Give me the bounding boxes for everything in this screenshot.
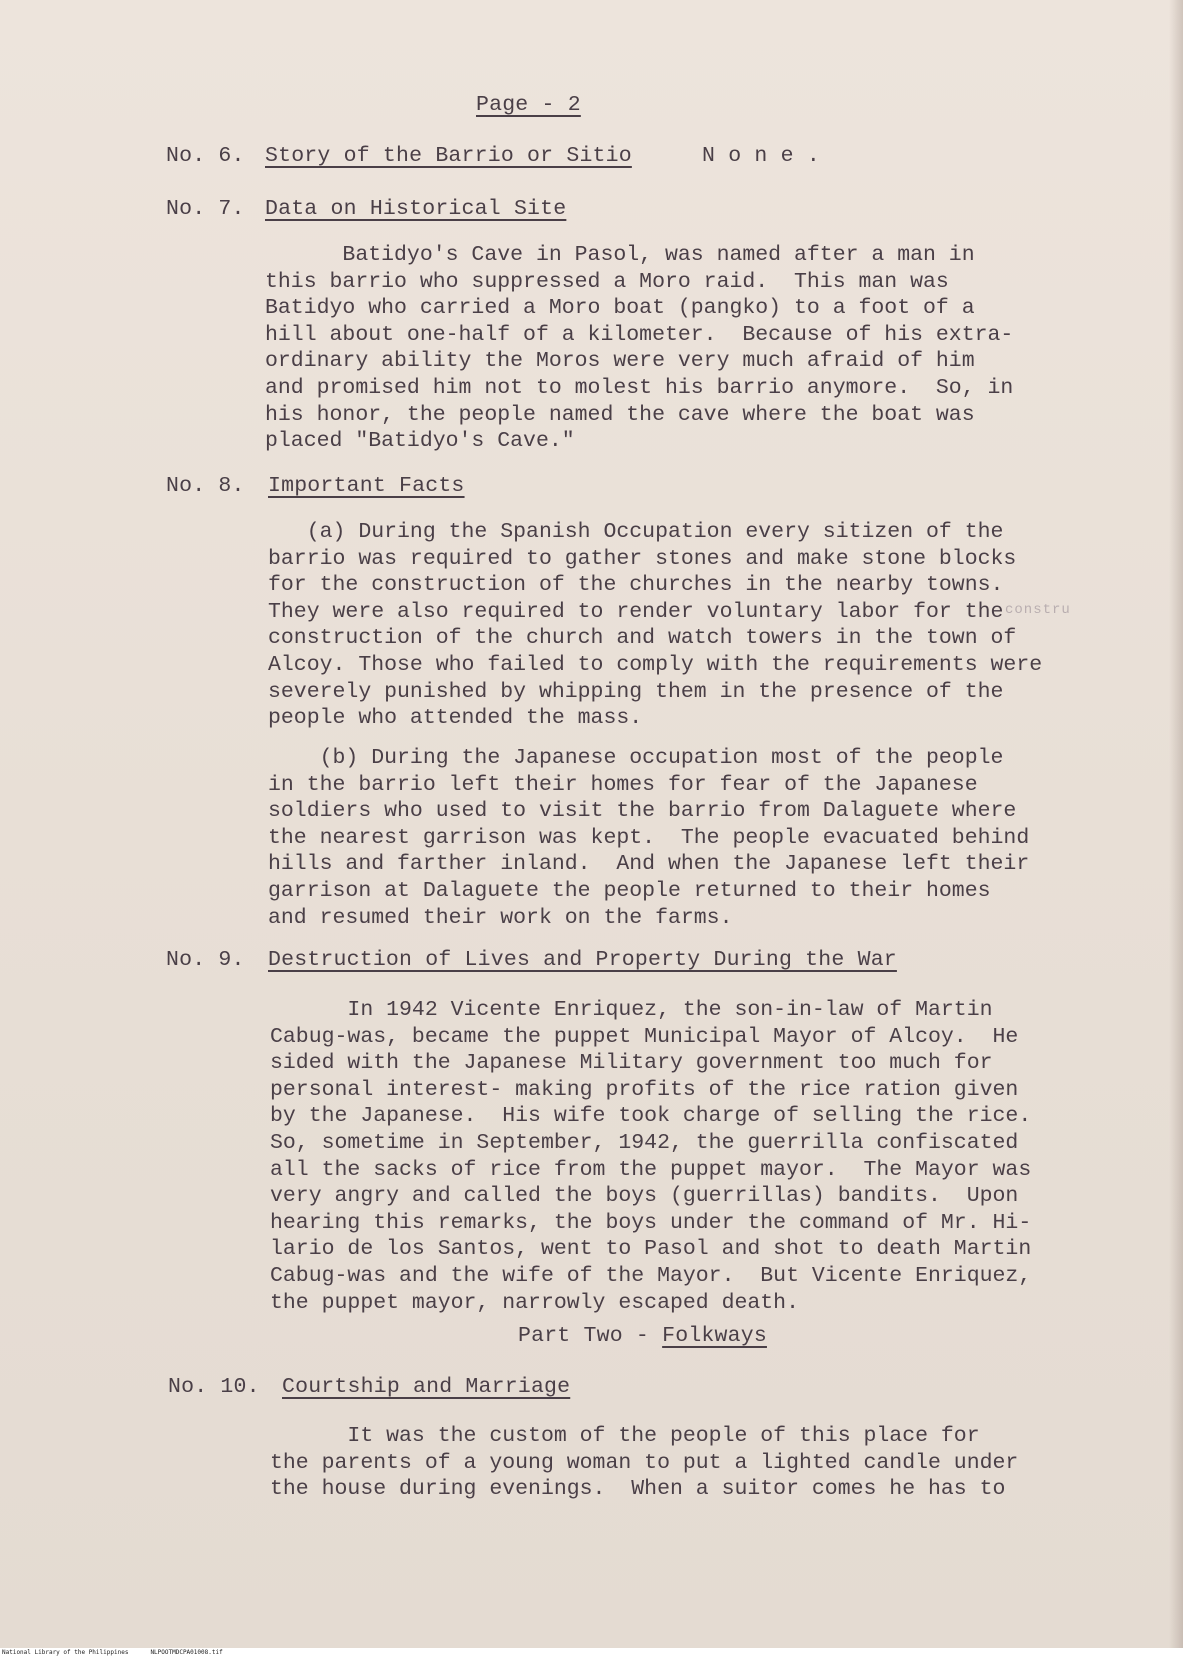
section-8a-line: severely punished by whipping them in the presence of the — [268, 679, 1004, 704]
section-8a-line: construction of the church and watch towers in the town of — [268, 626, 1017, 651]
section-8b-line: the nearest garrison was kept. The people evacuated behind — [268, 825, 1030, 850]
section-7-line: and promised him not to molest his barrio anymore. So, in — [265, 375, 1014, 400]
section-9-line: hearing this remarks, the boys under the command of Mr. Hi- — [270, 1210, 1032, 1235]
section-9-line: the puppet mayor, narrowly escaped death. — [270, 1290, 799, 1315]
section-7-line: ordinary ability the Moros were very much afraid of him — [265, 349, 975, 374]
section-9-number: No. 9. — [166, 948, 245, 972]
section-10-line: It was the custom of the people of this place for — [270, 1424, 980, 1448]
section-10-number: No. 10. — [168, 1375, 260, 1399]
section-9-line: So, sometime in September, 1942, the guerrilla confiscated — [270, 1130, 1019, 1155]
section-9-title: Destruction of Lives and Property During the War — [268, 948, 897, 972]
section-8-title: Important Facts — [268, 474, 465, 498]
faint-text: constru — [1005, 602, 1071, 618]
section-8a-line: barrio was required to gather stones and make stone blocks — [268, 546, 1017, 571]
part-two-prefix: Part Two - — [518, 1324, 663, 1348]
section-8a-line: (a) During the Spanish Occupation every sitizen of the — [268, 520, 1004, 544]
section-8-part-a — [268, 519, 1042, 732]
section-7-title: Data on Historical Site — [265, 197, 567, 221]
section-8b-line: in the barrio left their homes for fear of the Japanese — [268, 772, 978, 797]
section-7-number: No. 7. — [166, 197, 245, 221]
section-6-title: Story of the Barrio or Sitio — [265, 144, 632, 168]
section-9-line: Cabug-was, became the puppet Municipal Mayor of Alcoy. He — [270, 1024, 1019, 1049]
section-9-line: all the sacks of rice from the puppet mayor. The Mayor was — [270, 1157, 1032, 1182]
section-8b-line: hills and farther inland. And when the Japanese left their — [268, 852, 1030, 877]
section-8-number: No. 8. — [166, 474, 245, 498]
section-10-line: the parents of a young woman to put a lighted candle under — [270, 1450, 1019, 1475]
section-10-line: the house during evenings. When a suitor comes he has to — [270, 1477, 1006, 1502]
section-8a-line: for the construction of the churches in the nearby towns. — [268, 573, 1004, 598]
section-8a-line: They were also required to render voluntary labor for the — [268, 599, 1004, 624]
section-7-body — [265, 242, 1013, 455]
page-label: Page - 2 — [476, 93, 581, 117]
section-9-body — [270, 997, 1031, 1316]
section-9-line: by the Japanese. His wife took charge of selling the rice. — [270, 1104, 1032, 1129]
part-two-heading — [518, 1323, 767, 1350]
section-8a-line: Alcoy. Those who failed to comply with the requirements were — [268, 652, 1043, 677]
section-9-line: In 1942 Vicente Enriquez, the son-in-law of Martin — [270, 998, 993, 1022]
section-9-line: lario de los Santos, went to Pasol and shot to death Martin — [270, 1237, 1032, 1262]
section-7-line: Batidyo who carried a Moro boat (pangko) to a foot of a — [265, 296, 975, 321]
section-7-line: his honor, the people named the cave where the boat was — [265, 402, 975, 427]
section-7-line: this barrio who suppressed a Moro raid. This man was — [265, 269, 949, 294]
footer-filename: NLPOOTMDCPA01008.tif — [150, 1649, 223, 1656]
section-6-number: No. 6. — [166, 144, 245, 168]
footer-library: National Library of the Philippines — [2, 1649, 129, 1656]
section-9-line: personal interest- making profits of the rice ration given — [270, 1077, 1019, 1102]
scan-footer — [0, 1648, 1183, 1658]
section-9-line: sided with the Japanese Military government too much for — [270, 1051, 993, 1076]
section-7-line: Batidyo's Cave in Pasol, was named after a man in — [265, 243, 975, 267]
section-8b-line: soldiers who used to visit the barrio from Dalaguete where — [268, 799, 1017, 824]
section-8b-line: garrison at Dalaguete the people returned to their homes — [268, 878, 991, 903]
section-6-value: N o n e . — [702, 144, 820, 168]
section-7-line: hill about one-half of a kilometer. Because of his extra- — [265, 322, 1014, 347]
section-9-line: Cabug-was and the wife of the Mayor. But Vicente Enriquez, — [270, 1263, 1032, 1288]
section-8a-line: people who attended the mass. — [268, 706, 643, 731]
section-9-line: very angry and called the boys (guerrillas) bandits. Upon — [270, 1184, 1019, 1209]
section-8b-line: (b) During the Japanese occupation most of the people — [268, 746, 1004, 770]
section-10-title: Courtship and Marriage — [282, 1375, 571, 1399]
section-7-line: placed "Batidyo's Cave." — [265, 429, 575, 454]
section-8b-line: and resumed their work on the farms. — [268, 905, 733, 930]
part-two-title: Folkways — [662, 1324, 767, 1348]
section-10-body — [270, 1423, 1018, 1503]
section-8-part-b — [268, 745, 1029, 931]
